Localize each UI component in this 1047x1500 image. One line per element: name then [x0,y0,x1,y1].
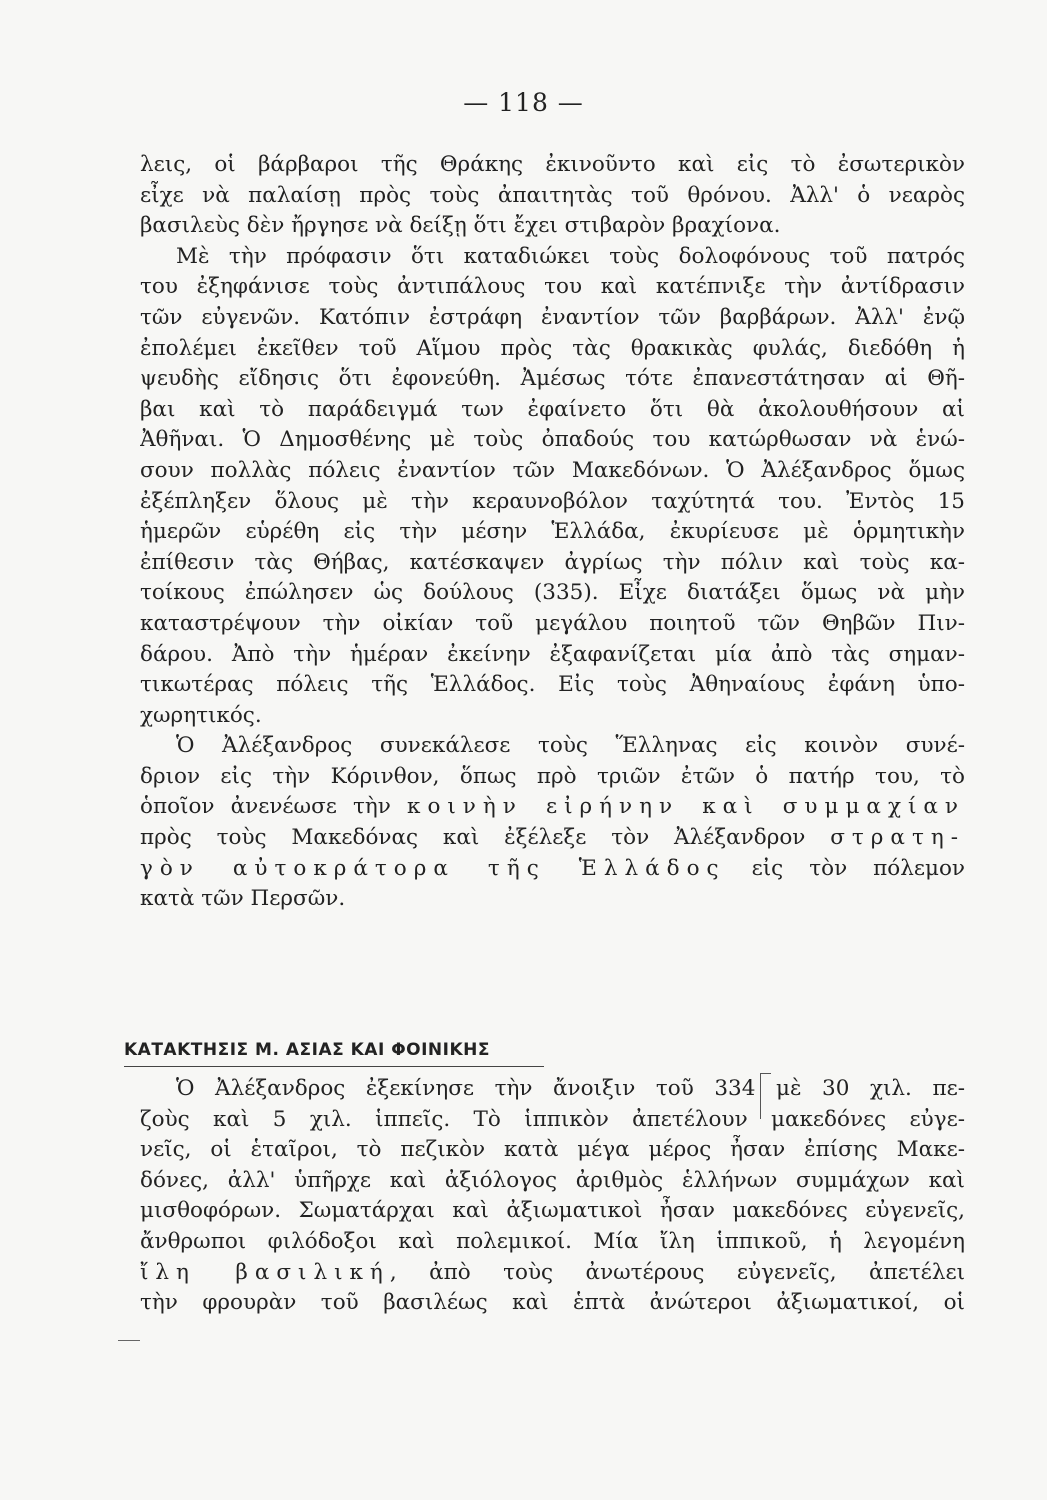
heading-underline [124,1066,544,1067]
emphasized-text: ἴλη βασιλική [140,1259,390,1285]
text-line: τὴν φρουρὰν τοῦ βασιλέως καὶ ἑπτὰ ἀνώτεροι ἀξιωματικοί, οἱ [140,1290,965,1316]
text-line: μισθοφόρων. Σωματάρχαι καὶ ἀξιωματικοὶ ἦσαν μακεδόνες εὐγενεῖς, [140,1198,965,1224]
text-line [140,854,965,885]
text-fragment: εἰς τὸν πόλεμον [725,855,965,881]
text-line: χωρητικός. [140,702,262,728]
text-fragment: , ἀπὸ τοὺς ἀνωτέρους εὐγενεῖς, ἀπετέλει [389,1259,965,1285]
text-section-1 [140,150,965,915]
emphasized-text: κοινὴν εἰρήνην καὶ συμμαχίαν [407,794,965,820]
section-heading: ΚΑΤΑΚΤΗΣΙΣ Μ. ΑΣΙΑΣ ΚΑΙ ΦΟΙΝΙΚΗΣ [124,1040,490,1060]
text-line: βαι καὶ τὸ παράδειγμά των ἐφαίνετο ὅτι θὰ ἀκολουθήσουν αἱ [140,396,965,422]
text-line: βασιλεὺς δὲν ἤργησε νὰ δείξῃ ὅτι ἔχει στιβαρὸν βραχίονα. [140,213,781,239]
text-fragment: ὁποῖον ἀνενέωσε τὴν [140,794,407,820]
text-line: ἐπολέμει ἐκεῖθεν τοῦ Αἵμου πρὸς τὰς θρακικὰς φυλάς, διεδόθη ἡ [140,335,965,361]
text-line: τικωτέρας πόλεις τῆς Ἑλλάδος. Εἰς τοὺς Ἀθηναίους ἐφάνη ὑπο- [140,672,965,698]
text-line: τῶν εὐγενῶν. Κατόπιν ἐστράφη ἐναντίον τῶν βαρβάρων. Ἀλλ' ἐνῷ [140,304,965,330]
text-line: Μὲ τὴν πρόφασιν ὅτι καταδιώκει τοὺς δολοφόνους τοῦ πατρός [176,243,965,269]
text-line [140,792,965,823]
text-line: ψευδὴς εἴδησις ὅτι ἐφονεύθη. Ἀμέσως τότε ἐπανεστάτησαν αἱ Θῆ- [140,366,965,392]
margin-dash-mark [118,1340,140,1341]
text-line: κατὰ τῶν Περσῶν. [140,886,346,912]
text-line: δάρου. Ἀπὸ τὴν ἡμέραν ἐκείνην ἐξαφανίζεται μία ἀπὸ τὰς σημαν- [140,641,965,667]
text-line: καταστρέψουν τὴν οἰκίαν τοῦ μεγάλου ποιητοῦ τῶν Θηβῶν Πιν- [140,610,965,636]
text-line: ἡμερῶν εὑρέθη εἰς τὴν μέσην Ἑλλάδα, ἐκυρίευσε μὲ ὁρμητικὴν [140,519,965,545]
text-line: ἐξέπληξεν ὅλους μὲ τὴν κεραυνοβόλον ταχύτητά του. Ἐντὸς 15 [140,488,965,514]
text-line: Ἀθῆναι. Ὁ Δημοσθένης μὲ τοὺς ὀπαδούς του κατώρθωσαν νὰ ἑνώ- [140,427,965,453]
text-line: νεῖς, οἱ ἑταῖροι, τὸ πεζικὸν κατὰ μέγα μέρος ἦσαν ἐπίσης Μακε- [140,1137,965,1163]
text-fragment: πρὸς τοὺς Μακεδόνας καὶ ἐξέλεξε τὸν Ἀλέξανδρον [140,825,831,851]
text-line: σουν πολλὰς πόλεις ἐναντίον τῶν Μακεδόνων. Ὁ Ἀλέξανδρος ὅμως [140,457,965,483]
emphasized-text: γὸν αὐτοκράτορα τῆς Ἑλλάδος [140,855,726,881]
text-line: δόνες, ἀλλ' ὑπῆρχε καὶ ἀξιόλογος ἀριθμὸς ἑλλήνων συμμάχων καὶ [140,1167,965,1193]
text-line [140,1258,965,1289]
text-line: Ὁ Ἀλέξανδρος συνεκάλεσε τοὺς Ἕλληνας εἰς κοινὸν συνέ- [176,733,965,759]
text-line: λεις, οἱ βάρβαροι τῆς Θράκης ἐκινοῦντο καὶ εἰς τὸ ἐσωτερικὸν [140,152,965,177]
page-number: — 118 — [463,88,584,117]
text-section-2 [140,1074,965,1319]
text-line: του ἐξηφάνισε τοὺς ἀντιπάλους του καὶ κατέπνιξε τὴν ἀντίδρασιν [140,274,965,300]
text-line: ζοὺς καὶ 5 χιλ. ἱππεῖς. Τὸ ἱππικὸν ἀπετέλουν μακεδόνες εὐγε- [140,1106,965,1132]
text-line: ἐπίθεσιν τὰς Θήβας, κατέσκαψεν ἀγρίως τὴν πόλιν καὶ τοὺς κα- [140,549,965,575]
text-line [140,823,965,854]
text-line: Ὁ Ἀλέξανδρος ἐξεκίνησε τὴν ἄνοιξιν τοῦ 334 μὲ 30 χιλ. πε- [176,1076,965,1101]
text-line: δριον εἰς τὴν Κόρινθον, ὅπως πρὸ τριῶν ἐτῶν ὁ πατήρ του, τὸ [140,763,965,789]
emphasized-text: στρατη- [830,825,965,851]
text-line: εἶχε νὰ παλαίσῃ πρὸς τοὺς ἀπαιτητὰς τοῦ θρόνου. Ἀλλ' ὁ νεαρὸς [140,182,965,208]
text-line: ἄνθρωποι φιλόδοξοι καὶ πολεμικοί. Μία ἴλη ἱππικοῦ, ἡ λεγομένη [140,1228,965,1254]
text-line: τοίκους ἐπώλησεν ὡς δούλους (335). Εἶχε διατάξει ὅμως νὰ μὴν [140,580,965,606]
